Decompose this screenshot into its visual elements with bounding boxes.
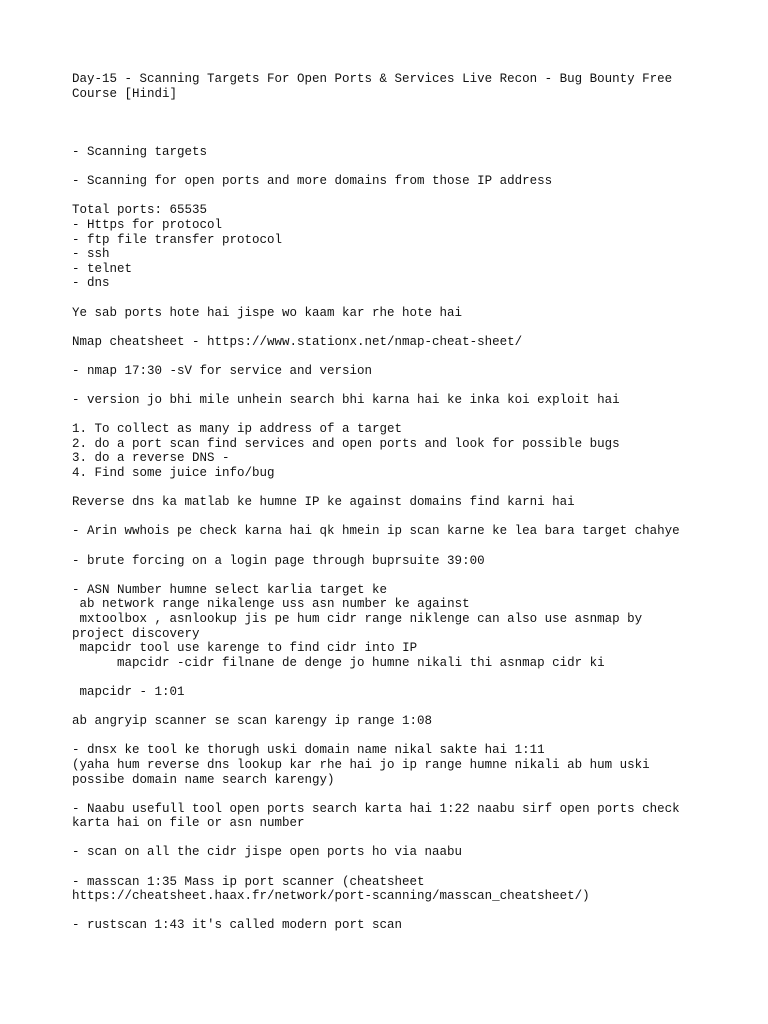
text-line: ab angryip scanner se scan karengy ip range 1:08 (72, 714, 433, 729)
text-line: mapcidr - 1:01 (72, 684, 185, 699)
text-line: - telnet (72, 261, 133, 276)
text-line: Nmap cheatsheet - https://www.stationx.net/nmap-cheat-sheet/ (72, 334, 523, 349)
text-line: - nmap 17:30 -sV for service and version (72, 363, 373, 378)
block-total-ports (72, 203, 712, 291)
block-open-ports (72, 174, 712, 189)
text-line: - scan on all the cidr jispe open ports ho via naabu (72, 845, 463, 860)
list-item: 3. do a reverse DNS - (72, 451, 230, 466)
title-line: Course [Hindi] (72, 86, 178, 101)
text-line: - version jo bhi mile unhein search bhi karna hai ke inka koi exploit hai (72, 393, 620, 408)
block-nmap-cheatsheet (72, 335, 712, 350)
text-line: mapcidr -cidr filnane de denge jo humne nikali thi asnmap cidr ki (72, 655, 605, 670)
text-line: - brute forcing on a login page through buprsuite 39:00 (72, 553, 485, 568)
text-line: project discovery (72, 626, 200, 641)
block-naabu (72, 802, 712, 831)
block-reverse-dns (72, 495, 712, 510)
text-line: Reverse dns ka matlab ke humne IP ke against domains find karni hai (72, 495, 575, 510)
block-rustscan (72, 918, 712, 933)
block-asn-number (72, 583, 712, 671)
text-line: - Naabu usefull tool open ports search karta hai 1:22 naabu sirf open ports check (72, 801, 680, 816)
text-line: - dnsx ke tool ke thorugh uski domain name nikal sakte hai 1:11 (72, 743, 545, 758)
block-angryip (72, 714, 712, 729)
title-line: Day-15 - Scanning Targets For Open Ports & Services Live Recon - Bug Bounty Free (72, 72, 673, 86)
text-line: - dns (72, 276, 110, 291)
text-line: - masscan 1:35 Mass ip port scanner (cheatsheet (72, 874, 425, 889)
text-line: - ftp file transfer protocol (72, 232, 283, 247)
block-numbered-steps (72, 422, 712, 480)
block-arin-whois (72, 524, 712, 539)
text-line: https://cheatsheet.haax.fr/network/port-scanning/masscan_cheatsheet/) (72, 889, 590, 904)
text-line: mapcidr tool use karenge to find cidr into IP (72, 641, 418, 656)
document-title (72, 72, 712, 101)
text-line: - Arin wwhois pe check karna hai qk hmein ip scan karne ke lea bara target chahye (72, 524, 680, 539)
text-line: mxtoolbox , asnlookup jis pe hum cidr range niklenge can also use asnmap by (72, 611, 643, 626)
block-scan-cidr (72, 845, 712, 860)
list-item: 1. To collect as many ip address of a target (72, 422, 403, 437)
list-item: 2. do a port scan find services and open ports and look for possible bugs (72, 436, 620, 451)
list-item: 4. Find some juice info/bug (72, 466, 275, 481)
block-ye-sab-ports (72, 306, 712, 321)
text-line: - ASN Number humne select karlia target ke (72, 582, 388, 597)
text-line: - Https for protocol (72, 217, 223, 232)
text-line: possibe domain name search karengy) (72, 772, 335, 787)
text-line: - ssh (72, 247, 110, 262)
text-line: Total ports: 65535 (72, 203, 208, 218)
text-line: - Scanning for open ports and more domains from those IP address (72, 174, 553, 189)
block-dnsx (72, 743, 712, 787)
block-mapcidr-time (72, 685, 712, 700)
text-line: ab network range nikalenge uss asn number ke against (72, 597, 470, 612)
block-scanning-targets (72, 145, 712, 160)
text-line: - Scanning targets (72, 144, 208, 159)
block-brute-forcing (72, 554, 712, 569)
document-page (72, 72, 712, 933)
block-version-exploit (72, 393, 712, 408)
text-line: Ye sab ports hote hai jispe wo kaam kar rhe hote hai (72, 305, 463, 320)
block-masscan (72, 875, 712, 904)
text-line: karta hai on file or asn number (72, 816, 305, 831)
text-line: (yaha hum reverse dns lookup kar rhe hai jo ip range humne nikali ab hum uski (72, 757, 650, 772)
block-nmap-sv (72, 364, 712, 379)
text-line: - rustscan 1:43 it's called modern port scan (72, 918, 403, 933)
